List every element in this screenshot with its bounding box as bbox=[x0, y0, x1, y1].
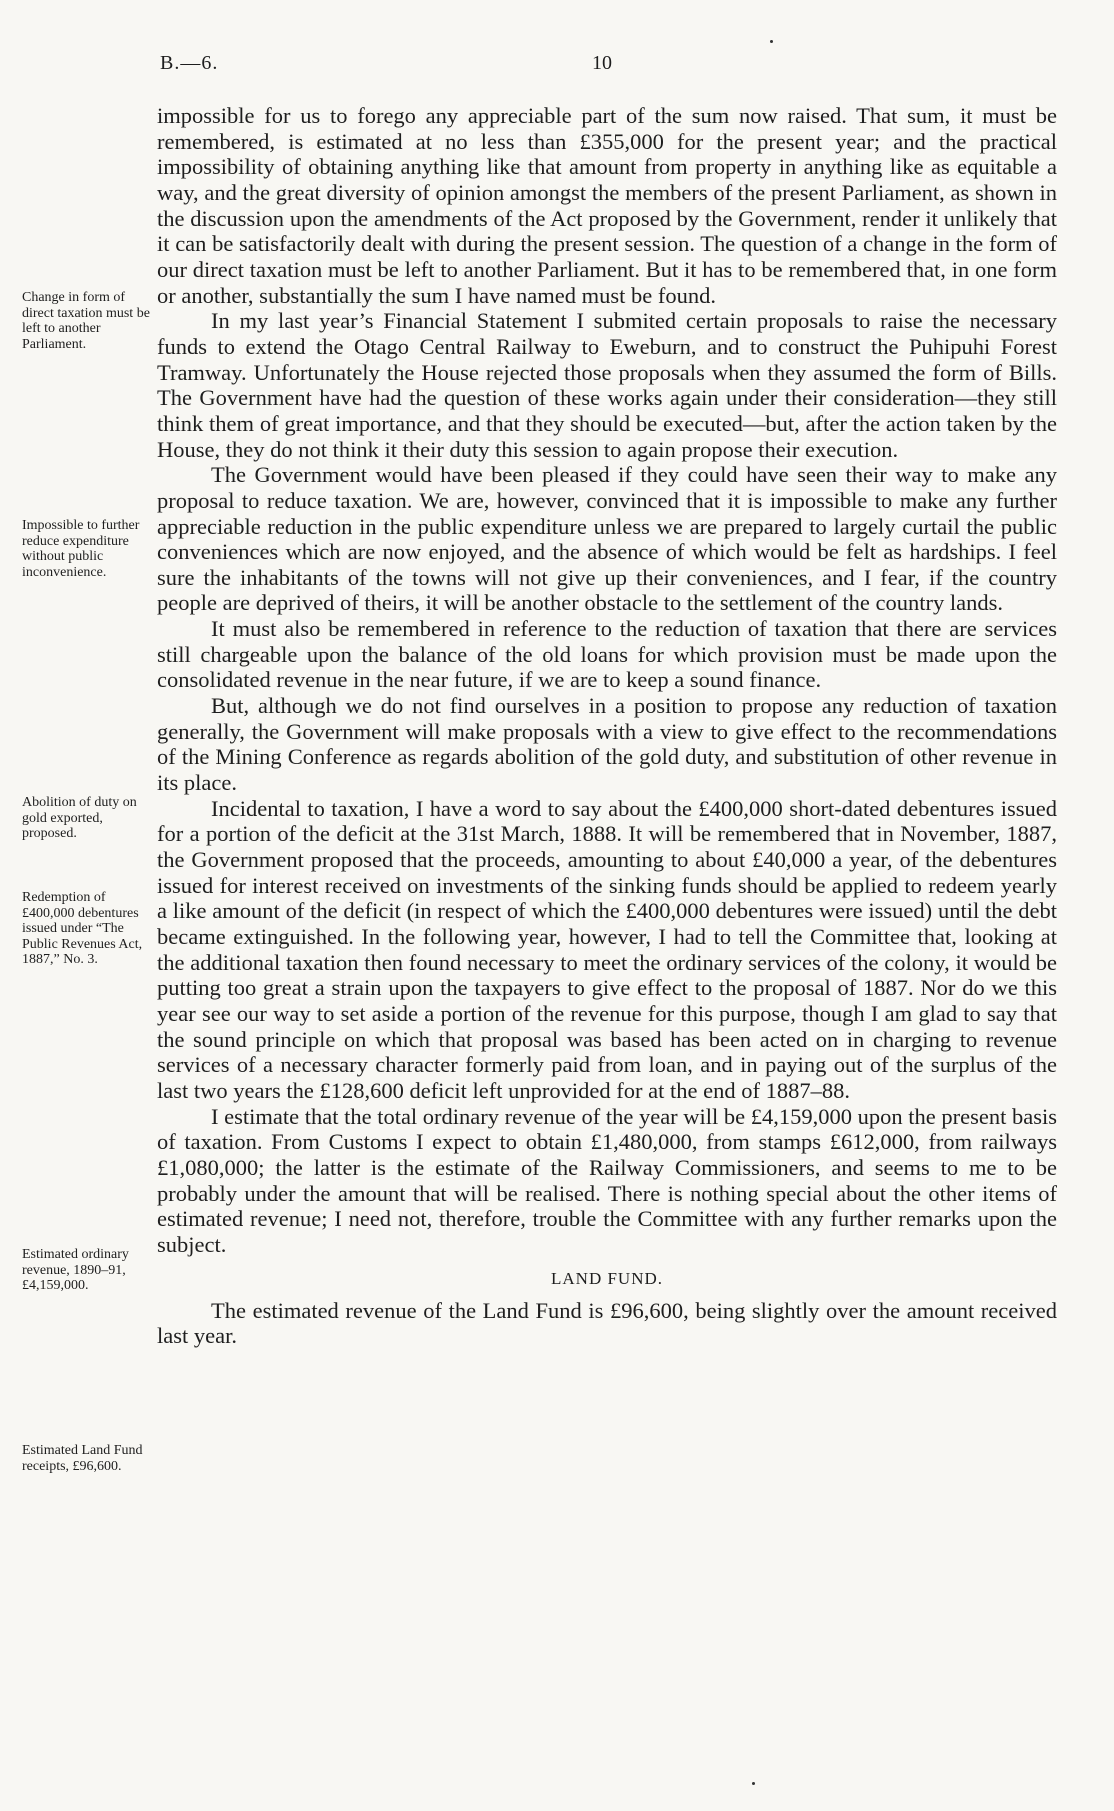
page-header bbox=[0, 52, 1114, 82]
paragraph: In my last year’s Financial Statement I submited certain proposals to raise the necessary funds to extend the Otago Central Railway to Eweburn, and to construct the Puhipuhi Forest Tramway. Unfortunately the House rejected those proposals when they assumed the form of Bills. The Government have had the question of these works again under their consideration—they still think them of great importance, and that they should be executed—but, after the action taken by the House, they do not think it their duty this session to again propose their execution. bbox=[157, 308, 1057, 462]
margin-note-land-fund: Estimated Land Fund receipts, £96,600. bbox=[22, 1443, 143, 1474]
document-reference: B.—6. bbox=[160, 52, 219, 74]
margin-note-ordinary-revenue: Estimated ordinary revenue, 1890–91, £4,159,000. bbox=[22, 1247, 129, 1293]
margin-note-debentures: Redemption of £400,000 debentures issued under “The Public Revenues Act, 1887,” No. 3. bbox=[22, 890, 143, 967]
margin-note-reduce-expenditure: Impossible to further reduce expenditure without public inconvenience. bbox=[22, 518, 140, 580]
ink-speck bbox=[770, 40, 773, 43]
paragraph: I estimate that the total ordinary revenue of the year will be £4,159,000 upon the present basis of taxation. From Customs I expect to obtain £1,480,000, from stamps £612,000, from railways £1,080,000; the latter is the estimate of the Railway Commissioners, and seems to me to be probably under the amount that will be realised. There is nothing special about the other items of estimated revenue; I need not, therefore, trouble the Committee with any further remarks upon the subject. bbox=[157, 1103, 1058, 1257]
main-text bbox=[157, 103, 1057, 1349]
paragraph: It must also be remembered in reference to the reduction of taxation that there are services still chargeable upon the balance of the old loans for which provision must be made upon the consolidated revenue in the near future, if we are to keep a sound finance. bbox=[157, 616, 1057, 693]
paragraph: impossible for us to forego any appreciable part of the sum now raised. That sum, it must be remembered, is estimated at no less than £355,000 for the present year; and the practical impossibility of obtaining anything like that amount from property in anything like as equitable a way, and the great diversity of opinion amongst the members of the present Parliament, as shown in the discussion upon the amendments of the Act proposed by the Government, render it unlikely that it can be satisfactorily dealt with during the present session. The question of a change in the form of our direct taxation must be left to another Parliament. But it has to be remembered that, in one form or another, substantially the sum I have named must be found. bbox=[157, 103, 1057, 308]
ink-speck bbox=[752, 1782, 755, 1785]
paragraph: But, although we do not find ourselves in a position to propose any reduction of taxation generally, the Government will make proposals with a view to give effect to the recommendations of the Mining Conference as regards abolition of the gold duty, and substitution of other revenue in its place. bbox=[157, 693, 1057, 796]
margin-note-direct-taxation: Change in form of direct taxation must be left to another Parliament. bbox=[22, 290, 150, 352]
paragraph: The estimated revenue of the Land Fund is £96,600, being slightly over the amount received last year. bbox=[157, 1297, 1057, 1349]
paragraph: The Government would have been pleased if they could have seen their way to make any proposal to reduce taxation. We are, however, convinced that it is impossible to make any further appreciable reduction in the public expenditure unless we are prepared to largely curtail the public conveniences which are now enjoyed, and the absence of which would be felt as hardships. I feel sure the inhabitants of the towns will not give up their conveniences, and I fear, if the country people are deprived of theirs, it will be another obstacle to the settlement of the country lands. bbox=[157, 462, 1057, 616]
paragraph: Incidental to taxation, I have a word to say about the £400,000 short-dated debentures issued for a portion of the deficit at the 31st March, 1888. It will be remembered that in November, 1887, the Government proposed that the proceeds, amounting to about £40,000 a year, of the debentures issued for interest received on investments of the sinking funds should be applied to redeem yearly a like amount of the deficit (in respect of which the £400,000 debentures were issued) until the debt became extinguished. In the following year, however, I had to tell the Committee that, looking at the additional taxation then found necessary to meet the ordinary services of the colony, it would be putting too great a strain upon the taxpayers to give effect to the proposal of 1887. Nor do we this year see our way to set aside a portion of the revenue for this purpose, though I am glad to say that the sound principle on which that proposal was based has been acted on in charging to revenue services of a necessary character formerly paid from loan, and in paying out of the surplus of the last two years the £128,600 deficit left unprovided for at the end of 1887–88. bbox=[157, 795, 1057, 1103]
section-heading: LAND FUND. bbox=[551, 1268, 663, 1288]
page-number: 10 bbox=[592, 52, 612, 74]
margin-note-gold-duty: Abolition of duty on gold exported, proposed. bbox=[22, 795, 137, 841]
